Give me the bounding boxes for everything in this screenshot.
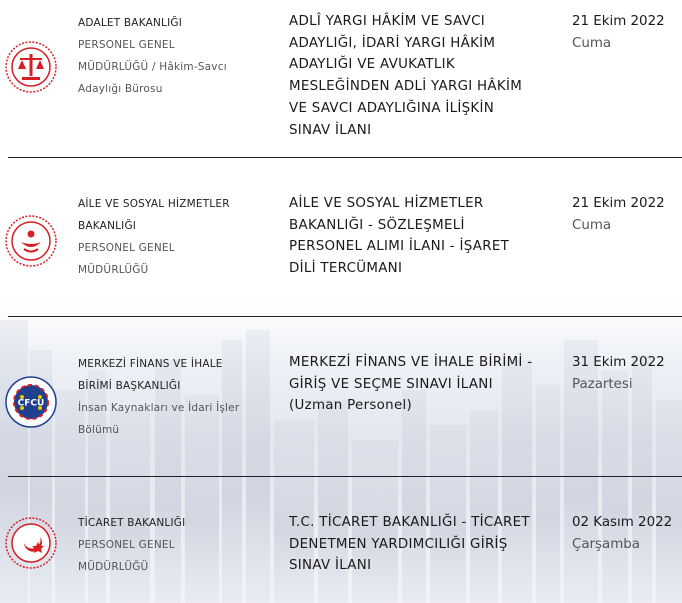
institution-name: TİCARET BAKANLIĞI (78, 517, 186, 529)
announcement-date (572, 11, 682, 54)
aile-sosyal-hizmetler-logo-icon (4, 214, 58, 268)
cfcu-logo-text: CFCU (17, 398, 45, 409)
institution-name: MERKEZİ FİNANS VE İHALE (78, 358, 223, 370)
announcement-row-adalet[interactable] (0, 0, 682, 157)
institution-info (78, 12, 263, 100)
title-line: DİLİ TERCÜMANI (289, 261, 403, 277)
title-line: AİLE VE SOSYAL HİZMETLER (289, 196, 484, 211)
date-text: 31 Ekim 2022 (572, 355, 665, 370)
announcement-date (572, 352, 682, 395)
date-text: 02 Kasım 2022 (572, 515, 673, 530)
title-line: SINAV İLANI (289, 122, 372, 138)
institution-name: BİRİMİ BAŞKANLIĞI (78, 380, 181, 392)
title-line: DENETMEN YARDIMCILIĞI GİRİŞ (289, 536, 508, 552)
title-line: T.C. TİCARET BAKANLIĞI - TİCARET (289, 515, 530, 530)
title-line: ADLÎ YARGI HÂKİM VE SAVCI (289, 14, 485, 29)
title-line: GİRİŞ VE SEÇME SINAVI İLANI (289, 376, 493, 392)
unit-line: PERSONEL GENEL (78, 39, 175, 51)
title-line: MESLEĞİNDEN ADLİ YARGI HÂKİM (289, 79, 523, 95)
title-line: VE SAVCI ADAYLIĞINA İLİŞKİN (289, 100, 495, 116)
title-line: (Uzman Personel) (289, 398, 413, 414)
institution-name: BAKANLIĞI (78, 220, 137, 232)
announcement-row-ticaret[interactable] (0, 477, 682, 603)
unit-line: PERSONEL GENEL (78, 539, 175, 551)
date-text: 21 Ekim 2022 (572, 196, 665, 211)
day-text: Cuma (572, 217, 612, 233)
title-line: MERKEZİ FİNANS VE İHALE BİRİMİ - (289, 355, 533, 370)
institution-info (78, 353, 263, 441)
institution-name: ADALET BAKANLIĞI (78, 17, 183, 29)
announcement-date (572, 512, 682, 555)
announcement-date (572, 193, 682, 236)
title-line: BAKANLIĞI - SÖZLEŞMELİ (289, 217, 465, 233)
unit-line: PERSONEL GENEL (78, 242, 175, 254)
unit-line: Adaylığı Bürosu (78, 83, 163, 95)
title-line: PERSONEL ALIMI İLANI - İŞARET (289, 239, 510, 255)
announcement-title-link[interactable] (289, 352, 559, 417)
title-line: ADAYLIĞI, İDARİ YARGI HÂKİM (289, 35, 496, 51)
day-text: Cuma (572, 35, 612, 51)
institution-info (78, 193, 263, 281)
unit-line: İnsan Kaynakları ve İdari İşler (78, 402, 240, 414)
announcement-row-aile[interactable] (0, 158, 682, 316)
institution-name: AİLE VE SOSYAL HİZMETLER (78, 198, 230, 210)
title-line: ADAYLIĞI VE AVUKATLIK (289, 57, 456, 73)
title-line: SINAV İLANI (289, 558, 372, 574)
institution-info (78, 512, 263, 578)
unit-line: MÜDÜRLÜĞÜ / Hâkim-Savcı (78, 61, 227, 73)
announcement-title-link[interactable] (289, 512, 559, 577)
announcement-title-link[interactable] (289, 193, 559, 280)
announcement-title-link[interactable] (289, 11, 559, 141)
date-text: 21 Ekim 2022 (572, 14, 665, 29)
unit-line: MÜDÜRLÜĞÜ (78, 561, 149, 573)
unit-line: MÜDÜRLÜĞÜ (78, 264, 149, 276)
adalet-bakanligi-logo-icon (4, 40, 58, 94)
unit-line: Bölümü (78, 424, 120, 436)
announcement-row-cfcu[interactable] (0, 317, 682, 476)
ticaret-bakanligi-logo-icon (4, 516, 58, 570)
cfcu-logo-icon (4, 375, 58, 429)
day-text: Pazartesi (572, 376, 633, 392)
day-text: Çarşamba (572, 536, 640, 552)
